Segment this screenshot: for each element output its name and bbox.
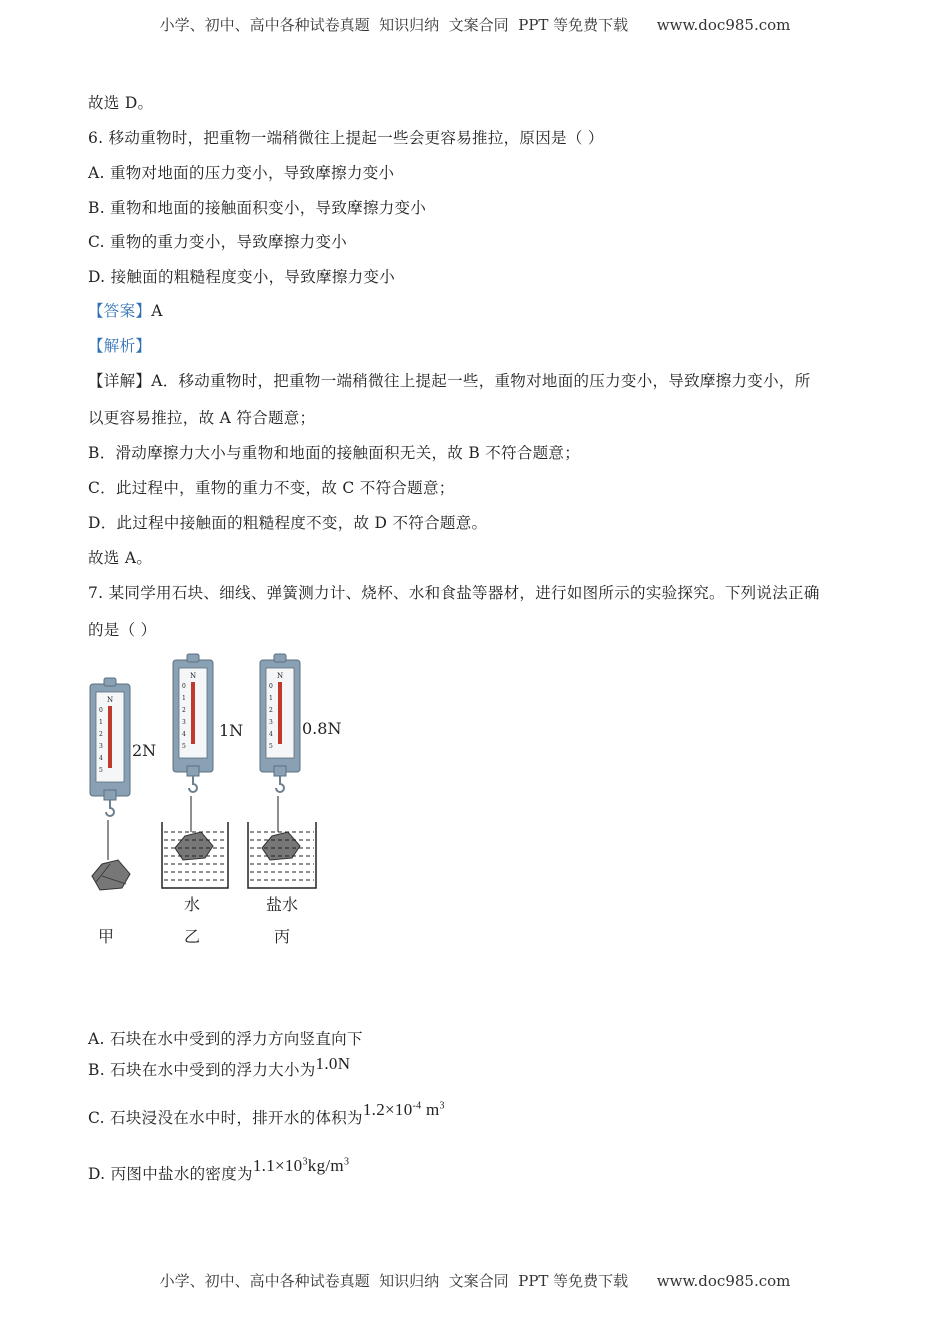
panel-label-jia: 甲: [98, 927, 115, 946]
detail-line-4: C．此过程中，重物的重力不变，故 C 不符合题意；: [88, 479, 455, 497]
scale-yi: [173, 654, 213, 860]
scale-bing: [260, 654, 300, 860]
analysis-tag: 【解析】: [88, 337, 152, 355]
svg-text:N: N: [276, 672, 284, 680]
q7-option-c-math: $1.2\times 10^{-4}$ $m^3$: [362, 1100, 445, 1119]
q6-option-d: D. 接触面的粗糙程度变小，导致摩擦力变小: [88, 268, 396, 286]
q7-option-c: [88, 1098, 445, 1127]
liquid-label-water: 水: [184, 895, 201, 914]
reading-jia: 2N: [132, 741, 157, 760]
page-header: 小学、初中、高中各种试卷真题 知识归纳 文案合同 PPT 等免费下载 www.doc985.com: [159, 16, 791, 34]
svg-text:4: 4: [269, 731, 273, 738]
svg-text:1: 1: [269, 695, 273, 702]
svg-text:N: N: [189, 672, 197, 680]
q6-option-b: B. 重物和地面的接触面积变小，导致摩擦力变小: [88, 199, 427, 217]
q6-option-a: A. 重物对地面的压力变小，导致摩擦力变小: [88, 164, 395, 182]
svg-text:3: 3: [99, 743, 103, 750]
svg-text:3: 3: [269, 719, 273, 726]
q7-option-d-math: $1.1\times 10^3kg/m^3$: [252, 1156, 350, 1175]
detail-line-1: [88, 369, 811, 391]
detail-tag: 【详解】: [88, 372, 152, 390]
detail-line-2: 以更容易推拉，故 A 符合题意；: [88, 409, 316, 427]
q7-option-b-math: 1.0N: [315, 1054, 351, 1073]
svg-text:0: 0: [182, 683, 186, 690]
reading-yi: 1N: [219, 721, 244, 740]
svg-text:4: 4: [99, 755, 103, 762]
panel-label-yi: 乙: [184, 927, 201, 946]
svg-text:1: 1: [99, 719, 103, 726]
svg-text:5: 5: [269, 743, 273, 750]
q7-option-b-text: B. 石块在水中受到的浮力大小为: [88, 1061, 316, 1079]
scale-jia: [90, 678, 130, 890]
q7-option-c-text: C. 石块浸没在水中时，排开水的体积为: [88, 1109, 363, 1127]
question-7-stem: 7. 某同学用石块、细线、弹簧测力计、烧杯、水和食盐等器材，进行如图所示的实验探究。下列说法正确: [88, 584, 820, 602]
svg-text:N: N: [106, 696, 114, 704]
detail-text-a: A．移动重物时，把重物一端稍微往上提起一些，重物对地面的压力变小，导致摩擦力变小，所: [151, 372, 811, 390]
svg-text:0: 0: [99, 707, 103, 714]
answer-tag: 【答案】: [88, 302, 152, 320]
q7-option-a: A. 石块在水中受到的浮力方向竖直向下: [88, 1030, 363, 1048]
q7-option-d-text: D. 丙图中盐水的密度为: [88, 1165, 253, 1183]
prev-conclusion: 故选 D。: [88, 94, 154, 112]
svg-text:2: 2: [99, 731, 103, 738]
detail-line-5: D．此过程中接触面的粗糙程度不变，故 D 不符合题意。: [88, 514, 488, 532]
svg-text:2: 2: [269, 707, 273, 714]
answer-line: [88, 299, 163, 321]
svg-text:5: 5: [99, 767, 103, 774]
figure-svg: [80, 650, 360, 950]
question-6-stem: 6. 移动重物时，把重物一端稍微往上提起一些会更容易推拉，原因是（ ）: [88, 129, 604, 147]
svg-text:5: 5: [182, 743, 186, 750]
page-footer: 小学、初中、高中各种试卷真题 知识归纳 文案合同 PPT 等免费下载 www.doc985.com: [159, 1272, 791, 1290]
q7-option-d: [88, 1154, 350, 1183]
q6-option-c: C. 重物的重力变小，导致摩擦力变小: [88, 233, 348, 251]
reading-bing: 0.8N: [302, 719, 342, 738]
q7-option-b: [88, 1054, 351, 1080]
question-7-stem-cont: 的是（ ）: [88, 621, 157, 639]
spring-scale-figure: [80, 650, 360, 950]
svg-text:4: 4: [182, 731, 186, 738]
svg-text:1: 1: [182, 695, 186, 702]
detail-line-3: B．滑动摩擦力大小与重物和地面的接触面积无关，故 B 不符合题意；: [88, 444, 581, 462]
answer-value: A: [151, 302, 163, 320]
svg-text:3: 3: [182, 719, 186, 726]
panel-label-bing: 丙: [274, 927, 291, 946]
svg-text:2: 2: [182, 707, 186, 714]
liquid-label-salt-water: 盐水: [266, 895, 299, 914]
detail-conclusion: 故选 A。: [88, 549, 153, 567]
svg-text:0: 0: [269, 683, 273, 690]
